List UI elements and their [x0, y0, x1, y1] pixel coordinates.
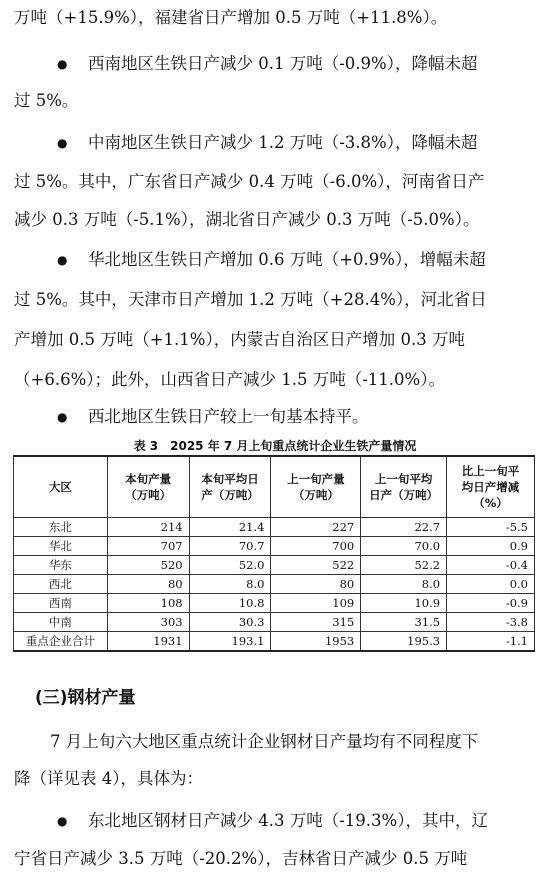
cell-previous-output: 522: [271, 556, 361, 575]
bullet-icon: ●: [57, 57, 68, 71]
cell-previous-daily: 22.7: [361, 518, 447, 537]
paragraph-line: 7 月上旬六大地区重点统计企业钢材日产量均有不同程度下: [50, 732, 479, 751]
cell-current-output: 707: [107, 537, 189, 556]
cell-current-daily: 30.3: [189, 613, 271, 632]
cell-previous-output: 700: [271, 537, 361, 556]
table-row: [14, 556, 535, 575]
bullet-icon: ●: [57, 136, 68, 150]
cell-current-daily: 10.8: [189, 594, 271, 613]
cell-change: 0.0: [447, 575, 535, 594]
pig-iron-production-table: [13, 455, 535, 652]
cell-previous-daily: 10.9: [361, 594, 447, 613]
cell-current-daily: 21.4: [189, 518, 271, 537]
table-row: [14, 594, 535, 613]
cell-region: 西南: [14, 594, 108, 613]
cell-current-daily: 8.0: [189, 575, 271, 594]
table-row: [14, 518, 535, 537]
column-header-current-output: 本旬产量 （万吨）: [107, 456, 189, 518]
paragraph-line: 降（详见表 4），具体为：: [14, 769, 203, 788]
column-header-previous-daily: 上一旬平均 日产（万吨）: [361, 456, 447, 518]
cell-change: 0.9: [447, 537, 535, 556]
table-row: [14, 537, 535, 556]
cell-change: -1.1: [447, 632, 535, 652]
cell-change: -0.9: [447, 594, 535, 613]
cell-current-daily: 70.7: [189, 537, 271, 556]
bullet-icon: ●: [57, 410, 68, 424]
section-heading: (三)钢材产量: [35, 688, 136, 708]
cell-previous-daily: 70.0: [361, 537, 447, 556]
table-header-row: [14, 456, 535, 518]
bullet-icon: ●: [57, 253, 68, 267]
table-row: [14, 613, 535, 632]
paragraph-line: 过 5%。: [14, 91, 79, 110]
cell-current-output: 80: [107, 575, 189, 594]
paragraph-line: 过 5%。其中，天津市日产增加 1.2 万吨（+28.4%），河北省日: [14, 290, 487, 309]
cell-change: -5.5: [447, 518, 535, 537]
cell-region: 重点企业合计: [14, 632, 108, 652]
table-title: 表 3 2025 年 7 月上旬重点统计企业生铁产量情况: [133, 439, 417, 453]
paragraph-line: 过 5%。其中，广东省日产减少 0.4 万吨（-6.0%），河南省日产: [14, 172, 485, 191]
cell-region: 华北: [14, 537, 108, 556]
cell-region: 中南: [14, 613, 108, 632]
paragraph-line: 中南地区生铁日产减少 1.2 万吨（-3.8%），降幅未超: [88, 133, 478, 152]
cell-previous-daily: 52.2: [361, 556, 447, 575]
column-header-current-daily: 本旬平均日 产（万吨）: [189, 456, 271, 518]
cell-change: -3.8: [447, 613, 535, 632]
column-header-change: 比上一旬平 均日产增减 （%）: [447, 456, 535, 518]
column-header-region: 大区: [14, 456, 108, 518]
cell-previous-output: 109: [271, 594, 361, 613]
table-row: [14, 575, 535, 594]
paragraph-line: 宁省日产减少 3.5 万吨（-20.2%），吉林省日产减少 0.5 万吨: [14, 849, 468, 868]
cell-current-daily: 52.0: [189, 556, 271, 575]
paragraph-line: 西北地区生铁日产较上一旬基本持平。: [88, 407, 369, 426]
paragraph-line: （+6.6%）；此外，山西省日产减少 1.5 万吨（-11.0%）。: [14, 370, 445, 389]
table-total-row: [14, 632, 535, 652]
cell-current-output: 214: [107, 518, 189, 537]
cell-current-output: 303: [107, 613, 189, 632]
cell-region: 东北: [14, 518, 108, 537]
cell-current-daily: 193.1: [189, 632, 271, 652]
cell-current-output: 520: [107, 556, 189, 575]
cell-previous-daily: 31.5: [361, 613, 447, 632]
cell-previous-output: 315: [271, 613, 361, 632]
cell-region: 华东: [14, 556, 108, 575]
paragraph-line: 减少 0.3 万吨（-5.1%），湖北省日产减少 0.3 万吨（-5.0%）。: [14, 210, 480, 229]
paragraph-line: 西南地区生铁日产减少 0.1 万吨（-0.9%），降幅未超: [88, 54, 478, 73]
cell-previous-output: 80: [271, 575, 361, 594]
cell-previous-daily: 195.3: [361, 632, 447, 652]
paragraph-line: 华北地区生铁日产增加 0.6 万吨（+0.9%），增幅未超: [88, 250, 486, 269]
paragraph-line: 东北地区钢材日产减少 4.3 万吨（-19.3%），其中，辽: [88, 811, 488, 830]
paragraph-line: 产增加 0.5 万吨（+1.1%），内蒙古自治区日产增加 0.3 万吨: [14, 330, 465, 349]
column-header-previous-output: 上一旬产量 （万吨）: [271, 456, 361, 518]
cell-region: 西北: [14, 575, 108, 594]
cell-change: -0.4: [447, 556, 535, 575]
cell-previous-output: 1953: [271, 632, 361, 652]
cell-previous-daily: 8.0: [361, 575, 447, 594]
cell-previous-output: 227: [271, 518, 361, 537]
cell-current-output: 1931: [107, 632, 189, 652]
cell-current-output: 108: [107, 594, 189, 613]
paragraph-line: 万吨（+15.9%），福建省日产增加 0.5 万吨（+11.8%）。: [14, 8, 448, 27]
bullet-icon: ●: [57, 814, 68, 828]
